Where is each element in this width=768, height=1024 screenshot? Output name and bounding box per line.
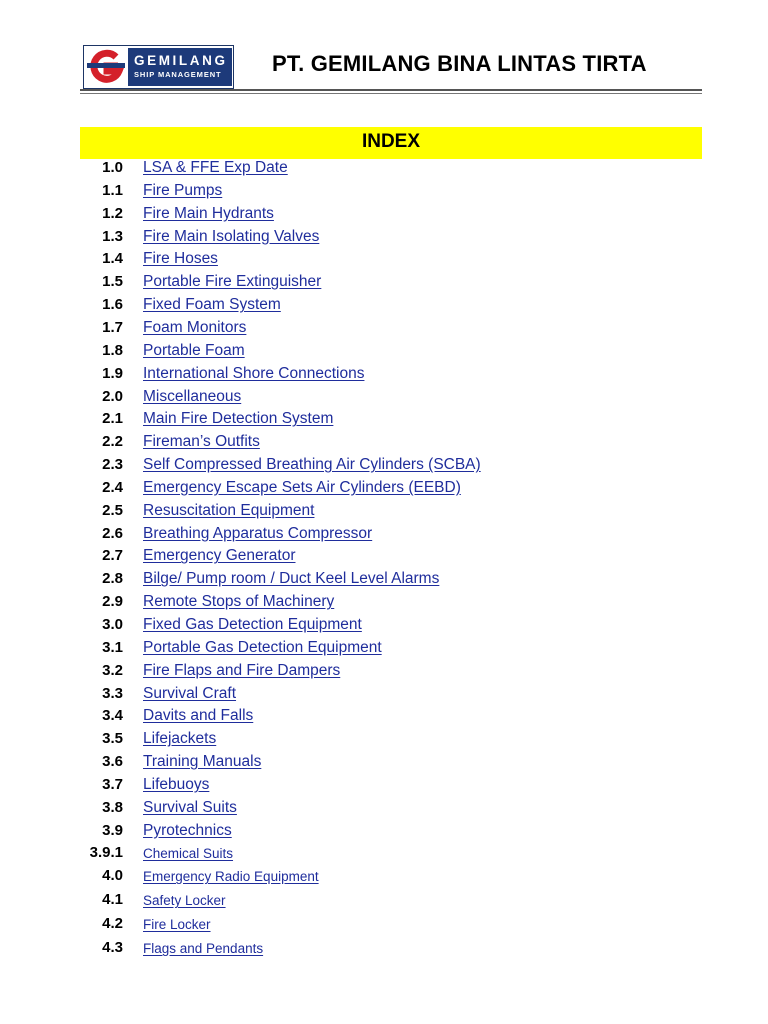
entry-number: 2.3 [102,456,123,474]
entry-number: 3.5 [102,730,123,748]
index-entry [0,365,768,387]
logo-subtitle: SHIP MANAGEMENT [134,70,222,79]
entry-number: 2.7 [102,547,123,565]
entry-number: 1.9 [102,364,123,382]
entry-link[interactable]: Miscellaneous [143,387,242,405]
index-entry [0,273,768,295]
entry-link[interactable]: Bilge/ Pump room / Duct Keel Level Alarms [143,570,440,588]
entry-number: 1.7 [102,318,123,336]
index-entry [0,456,768,478]
entry-link[interactable]: Training Manuals [143,753,262,771]
entry-number: 3.0 [102,616,123,633]
index-entry [0,639,768,661]
index-entry [0,433,768,455]
entry-link[interactable]: Fire Pumps [143,181,223,199]
entry-link[interactable]: Portable Gas Detection Equipment [143,638,382,656]
entry-link[interactable]: Chemical Suits [143,846,234,861]
entry-link[interactable]: Lifebuoys [143,775,210,793]
entry-number: 2.0 [102,387,123,405]
entry-number: 1.8 [102,341,123,359]
entry-number: 3.3 [102,684,123,702]
index-entry [0,776,768,798]
entry-number: 2.9 [102,593,123,611]
entry-link[interactable]: Emergency Escape Sets Air Cylinders (EEBD) [143,478,461,496]
entry-link[interactable]: Fire Locker [143,917,211,932]
entry-link[interactable]: Foam Monitors [143,318,247,336]
entry-link[interactable]: Resuscitation Equipment [143,501,315,519]
index-entry [0,319,768,341]
index-entry [0,342,768,364]
entry-link[interactable]: Main Fire Detection System [143,410,334,428]
entry-link[interactable]: Fixed Foam System [143,296,281,314]
entry-number: 2.1 [102,410,123,428]
entry-number: 1.4 [102,250,123,268]
entry-number: 3.9.1 [89,844,123,861]
index-entry [0,616,768,638]
entry-number: 3.6 [102,753,123,771]
index-entry [0,891,768,913]
index-entry [0,525,768,547]
entry-link[interactable]: Safety Locker [143,893,226,908]
index-entry [0,228,768,250]
entry-link[interactable]: Fixed Gas Detection Equipment [143,616,362,633]
entry-number: 3.4 [102,707,123,725]
entry-number: 4.2 [102,915,123,932]
entry-number: 4.0 [102,867,123,884]
index-title: INDEX [361,131,421,152]
entry-number: 2.5 [102,501,123,519]
index-entry [0,822,768,844]
index-entry [0,296,768,318]
index-entry [0,730,768,752]
entry-link[interactable]: Survival Suits [143,798,237,816]
index-entry [0,685,768,707]
entry-number: 1.2 [102,204,123,222]
entry-number: 2.8 [102,570,123,588]
entry-link[interactable]: Davits and Falls [143,707,254,725]
index-entry [0,205,768,227]
entry-number: 1.6 [102,296,123,314]
entry-link[interactable]: Emergency Radio Equipment [143,869,319,884]
index-entry [0,593,768,615]
index-entry [0,799,768,821]
index-entry [0,547,768,569]
index-entry [0,182,768,204]
entry-number: 3.2 [102,661,123,679]
index-entry [0,479,768,501]
index-entry [0,939,768,961]
index-entry [0,867,768,889]
entry-number: 3.9 [102,821,123,839]
entry-link[interactable]: Lifejackets [143,730,217,748]
logo-name: GEMILANG [134,53,228,68]
index-entry [0,502,768,524]
entry-number: 3.8 [102,798,123,816]
index-entry [0,662,768,684]
entry-link[interactable]: Portable Foam [143,341,245,359]
index-entry [0,844,768,866]
index-entry [0,250,768,272]
entry-link[interactable]: Breathing Apparatus Compressor [143,524,373,542]
entry-number: 1.0 [102,159,123,176]
entry-link[interactable]: LSA & FFE Exp Date [143,159,288,176]
entry-link[interactable]: Remote Stops of Machinery [143,593,335,611]
entry-link[interactable]: International Shore Connections [143,364,365,382]
entry-link[interactable]: Survival Craft [143,684,237,702]
entry-number: 2.2 [102,433,123,451]
entry-number: 1.1 [102,181,123,199]
entry-link[interactable]: Flags and Pendants [143,941,264,956]
entry-link[interactable]: Portable Fire Extinguisher [143,273,322,291]
entry-number: 2.6 [102,524,123,542]
entry-number: 1.5 [102,273,123,291]
entry-link[interactable]: Fire Hoses [143,250,218,268]
entry-number: 3.1 [102,638,123,656]
entry-link[interactable]: Emergency Generator [143,547,296,565]
entry-link[interactable]: Fire Main Hydrants [143,204,274,222]
entry-link[interactable]: Fireman’s Outfits [143,433,260,451]
index-entry [0,707,768,729]
entry-number: 4.1 [102,891,123,908]
index-entry [0,915,768,937]
index-entry [0,570,768,592]
entry-link[interactable]: Fire Main Isolating Valves [143,227,320,245]
entry-number: 2.4 [102,478,123,496]
index-entry [0,388,768,410]
entry-link[interactable]: Pyrotechnics [143,821,232,839]
index-entry [0,753,768,775]
company-name: PT. GEMILANG BINA LINTAS TIRTA [272,51,647,76]
index-entry [0,410,768,432]
entry-link[interactable]: Fire Flaps and Fire Dampers [143,661,341,679]
index-entry [0,159,768,181]
entry-number: 3.7 [102,775,123,793]
entry-number: 4.3 [102,939,123,956]
entry-number: 1.3 [102,227,123,245]
entry-link[interactable]: Self Compressed Breathing Air Cylinders (SCBA) [143,456,481,474]
